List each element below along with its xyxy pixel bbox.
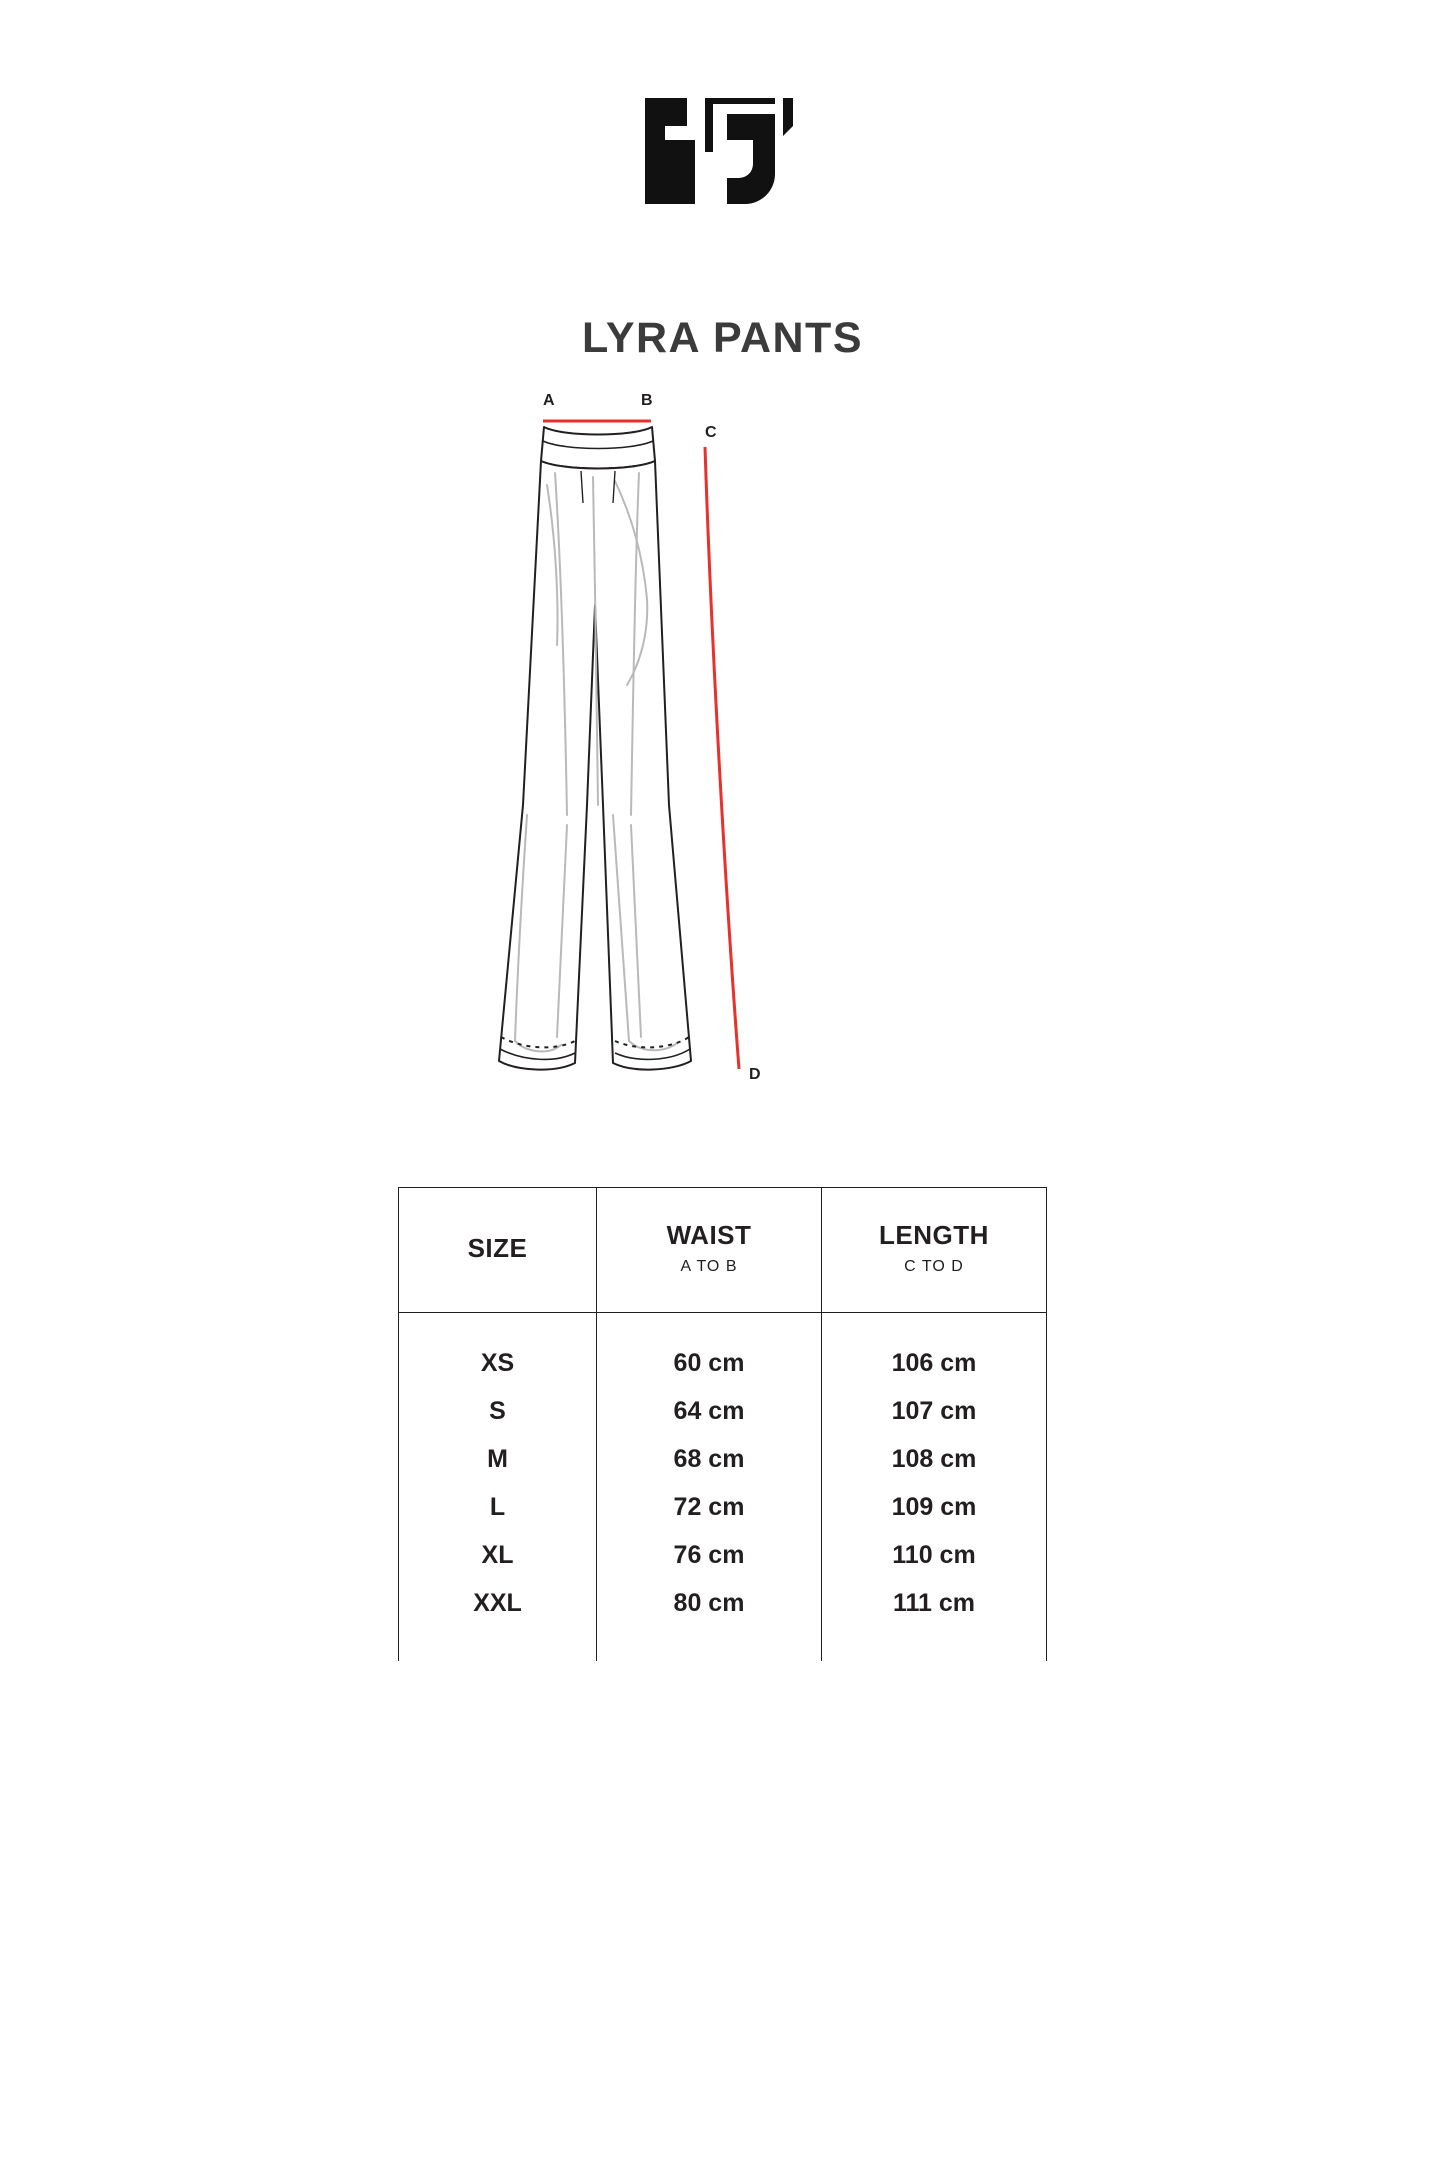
cell-length: 106 cm [822,1313,1047,1388]
cell-length: 109 cm [822,1483,1047,1531]
table-body [399,1313,1047,1662]
page-title: LYRA PANTS [582,314,863,362]
table-header-row [399,1188,1047,1313]
cell-size: XS [399,1313,597,1388]
cell-length: 111 cm [822,1579,1047,1661]
svg-text:A: A [542,392,555,409]
svg-text:D: D [748,1066,761,1083]
table-header-length [822,1188,1047,1313]
table-header-length-label: LENGTH [879,1219,989,1250]
table-row [399,1387,1047,1435]
cell-length: 107 cm [822,1387,1047,1435]
table-header-size [399,1188,597,1313]
cell-length: 110 cm [822,1531,1047,1579]
cell-waist: 68 cm [597,1435,822,1483]
cell-length: 108 cm [822,1435,1047,1483]
svg-text:C: C [704,424,717,441]
cell-waist: 60 cm [597,1313,822,1388]
table-row [399,1531,1047,1579]
table-header-waist-sublabel: A TO B [680,1258,738,1276]
table-header-waist [597,1188,822,1313]
table-row [399,1579,1047,1661]
cell-size: S [399,1387,597,1435]
table-row [399,1483,1047,1531]
cell-size: XL [399,1531,597,1579]
svg-text:B: B [640,392,653,409]
table-header-size-label: SIZE [467,1233,528,1264]
table-header-length-sublabel: C TO D [904,1258,964,1276]
cell-size: L [399,1483,597,1531]
cell-waist: 76 cm [597,1531,822,1579]
lyra-pants-technical-drawing [443,385,1003,1125]
table-header-waist-label: WAIST [666,1219,752,1250]
bj-monogram-logo [643,96,803,206]
cell-waist: 72 cm [597,1483,822,1531]
cell-waist: 80 cm [597,1579,822,1661]
cell-waist: 64 cm [597,1387,822,1435]
size-chart-table [398,1187,1047,1661]
table-row [399,1435,1047,1483]
table-row [399,1313,1047,1388]
cell-size: XXL [399,1579,597,1661]
cell-size: M [399,1435,597,1483]
